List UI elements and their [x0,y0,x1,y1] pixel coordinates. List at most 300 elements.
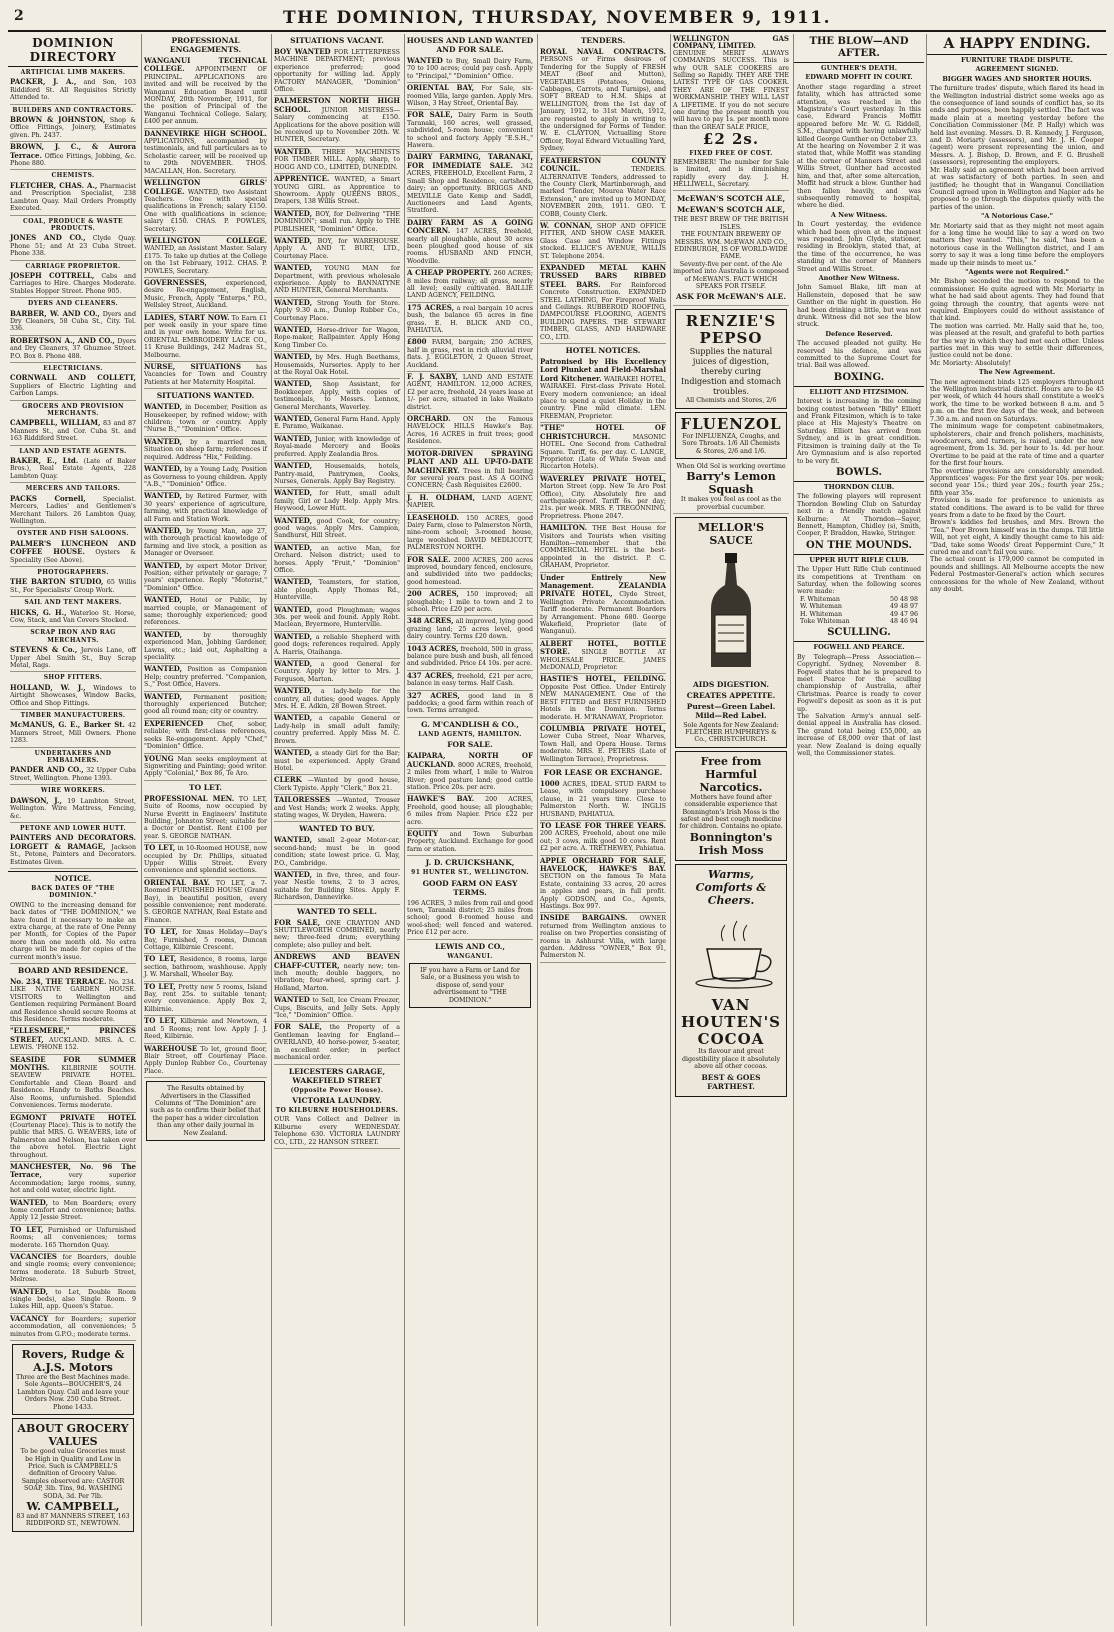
ad-lead: DANNEVIRKE HIGH SCHOOL. [144,128,267,138]
ad-body: to Buy, Small Dairy Farm, 70 to 100 acres; could pay cash. Apply to "Principal," "Dominion" Office. [407,58,533,80]
ad-lead: EXPANDED METAL KAHN TRUSSED BARS RIBBED STEEL BARS. [540,262,666,289]
ad-body: SHOP AND OFFICE FITTER, AND SHOW CASE MAKER. Glass Case and Window Fittings stocked. ELLICE'S AVENUE, WILLIS ST. Telephone 2054. [540,222,666,260]
ad-lead: PAINTERS AND DECORATORS. LORGETT & RAMAGE, [10,833,136,851]
notice-body: OWING to the increasing demand for back dates of "THE DOMINION," we have found it necessary to make an extra charge, at the rate of One Penny per Month, for Copies of the Paper more than one month old. No extra charge will be made for copies of the current month's issue. [10,901,136,964]
ad-lead: HOLLAND, W. J., [10,682,86,692]
hotel-ad [540,357,666,423]
lemon-squash-ad [673,462,789,514]
situation-vacant-ad [274,795,400,822]
ad-body: by Retired Farmer, with 30 years' experience of agriculture, farming, with practical knowledge of all Farm and Station Work. [144,493,267,523]
directory-category: UNDERTAKERS AND EMBALMERS. [34,749,112,765]
ad-body: Clyde Quay. Phone 51; and At 23 Cuba Street. Phone 338. [10,235,136,258]
ad-body: a capable General or Lady-help in small adult family; country preferred. Apply Miss M. C. Brown. [274,715,400,745]
ad-body: good Cook, for country; good wages. Apply Mrs. Campion, Sandhurst, Hill Street. [274,517,400,540]
property-ad [407,268,533,303]
ad-lead: YOUNG [144,753,174,763]
ad-body: in five, three, and four-year Nestle towns, 2 to 3 acres, suitable for Building Sites. Apply F. Richardson, Dannevirke. [274,871,400,902]
ad-body: Dairy Farm in South Taranaki, 160 acres, well grassed, subdivided, 5-room house; convenient to school and factory. Apply "E.S.H.," Hawera. [407,112,533,150]
directory-entry [10,796,136,823]
sauce-agents: Sole Agents for New Zealand: FLETCHER HUMPHREYS & Co., CHRISTCHURCH. [683,721,779,744]
directory-category: WIRE WORKERS. [40,787,106,795]
situation-vacant-ad [274,434,400,461]
kaipara-heading: FOR SALE. [447,740,493,750]
ad-body: and Town Suburban Property, Auckland. Exchange for good farm or station. [407,830,533,853]
directory-entry [10,645,136,672]
ad-body: No. 234. LIKE NATIVE GARDEN HOUSE. VISITORS to Wellington and Gentlemen requiring Permanent Board and Residence should secure Rooms at this Residence. Terms moderate. [10,979,136,1024]
article-subtitle-3: BIGGER WAGES AND SHORTER HOURS. [942,74,1092,83]
ad-body: LAND AND ESTATE AGENT, HAMILTON. 12,000 ACRES, £2 per acre, freehold, 24 years lease at 1/- per acre, situated in lake Waikato district. [407,374,533,411]
situation-vacant-ad [274,775,400,795]
ad-lead: 1000 [540,778,560,788]
column-display-ads [670,34,791,1626]
column-situations-vacant [271,34,402,1626]
professional-ad [144,178,267,236]
ad-body: 32 Upper Cuba Street, Wellington. Phone 1393. [10,767,136,782]
ad-lead: F. J. SAXBY, [407,372,458,382]
mccandlish-name: G. M'CANDLISH & CO., [421,719,519,729]
situation-vacant-ad [274,209,400,236]
professional-ad [144,129,267,178]
lease-ad [540,856,666,914]
ad-lead: HICKS, G. H., [10,607,67,617]
to-let-ads [142,794,269,1078]
situation-vacant-ad [274,488,400,515]
directory-entry [10,233,136,260]
mounds-subheading: UPPER HUTT RIFLE CLUB. [809,555,909,564]
directory-entry [10,539,136,567]
ad-lead: WAREHOUSE [144,1043,198,1053]
ad-lead: WANTED, [274,835,313,845]
ad-lead: WANTED [274,995,310,1005]
situation-vacant-ad [274,298,400,325]
cocoa-foot: BEST & GOES FARTHEST. [701,1072,761,1091]
ad-lead: ORIENTAL BAY, [407,83,475,93]
ad-body: 200 ACRES, Freehold, good house; all ploughable; 6 miles from Napier. Price £22 per acre. [407,796,533,826]
ad-body: SINGLE BOTTLE AT WHOLESALE PRICE. JAMES McDONALD, Proprietor. [540,649,666,672]
ad-body: in 10-Roomed HOUSE, now occupied by Dr. Phillips, situated Upper Willis Street. Every convenience and splendid sections. [144,845,267,875]
ad-lead: BROWN & JOHNSTON, [10,115,106,125]
ad-lead: LEASEHOLD. [407,512,459,522]
lemon-brand: Barry's Lemon Squash [686,470,776,497]
article-paragraph: Another stage regarding a street fatality, which has attracted some attention, was reached in the Magistrate's Court yesterday. In this case, Edward Francis Moffitt appeared before Mr. W. G. Riddell, S.M., charged with having unlawfully killed George Gunther on October 23. [797,83,921,143]
ad-lead: EQUITY [407,828,439,838]
ad-lead: PALMERSTON NORTH HIGH SCHOOL. [274,96,400,114]
ad-lead: TO LET, [144,981,176,991]
directory-entry [10,336,136,363]
ad-body: 19 Lambton Street, Wellington. Wire Mattress, Fencing, &c. [10,797,136,820]
board-ads [8,977,138,1341]
situation-vacant-ad [274,414,400,434]
hotel-notices-heading: HOTEL NOTICES. [565,346,641,356]
ad-lead: KAIPARA, NORTH OF AUCKLAND. [407,751,533,769]
directory-category: SCRAP IRON AND RAG MERCHANTS. [30,629,116,644]
bowls-subheading: THORNDON CLUB. [823,482,895,491]
ad-body: to Men Boarders; every home comfort and convenience; baths. Apply 12 Jessie Street. [10,1199,136,1222]
lease-ad [540,913,666,962]
ad-lead: GOVERNESSES, [144,277,207,287]
ad-lead: WANTED, [10,1286,49,1296]
mcewans-note: Seventy-five per cent. of the Ale imported into Australia is composed of McEWAN'S. FACT WHICH SPEAKS FOR ITSELF. [673,260,789,290]
mcewans-line-1: McEWAN'S SCOTCH ALE, [676,194,786,204]
to-let-ad [144,843,267,878]
ad-lead: TO LET, [144,843,176,853]
ad-body: MASONIC HOTEL. One Second from Cathedral Square. Tariff, 6s. per day. C. LANGE, Proprietor. (Late of White Swan and Riccarton Hotels). [540,433,666,471]
ad-lead: HAWKE'S BAY. [407,794,475,804]
ad-body: FOR LETTERPRESS MACHINE DEPARTMENT; previous experience preferred; good opportunity for willing lad. Apply FACTORY MANAGER, "Dominion" Office. [274,49,400,94]
shooter-name: Toke Whiteman [800,618,850,625]
ad-body: ACRES, IDEAL STUD FARM to Lease, with compulsory purchase clause, in 21 years time. Close to Palmerston North. W. INGLIS HUSBAND, PAHIATUA. [540,780,666,818]
ad-lead: WANTED, [274,433,313,443]
ad-lead: WANTED, [144,402,183,412]
situation-wanted-ad [144,664,267,691]
situation-wanted-ad [144,526,267,561]
article-paragraph: The furniture trades' dispute, which flared its head in the Wellington industrial district some weeks ago as the consequence of land sounds of conflict has, so its ends and purposes, been happily settled. The fact was made plain at a meeting yesterday before the Conciliation Commissioner (Mr. P. Hally) which was held last evening. Messrs. D. R. Kennedy, J. Ferguson, and D. Moriarty (assessors), and Mr. J. H. Cooper (agent) were present representing the union, and Messrs. A. J. Bishop, D. Brown, and F. G. Brushell (assessors), representing the employers. [930,85,1104,167]
situation-vacant-ad [274,577,400,604]
ad-lead: BAKER, E., Ltd. [10,456,79,466]
directory-heading: DOMINION DIRECTORY [8,36,138,67]
laundry-heading: VICTORIA LAUNDRY. [292,1095,382,1105]
ad-body: Residence, 8 rooms, large section, bathroom, washhouse. Apply J. W. Marshall, Wheeler Bay. [144,956,267,979]
mcewans-body: THE BEST BREW OF THE BRITISH ISLES. [673,216,789,231]
article-crosshead: "A Notorious Case." [980,212,1053,221]
ad-lead: TO LEASE FOR THREE YEARS. [540,820,666,830]
ad-lead: TO LET, [144,1016,177,1026]
lewis-name: LEWIS AND CO., [434,941,506,951]
ad-lead: TAILORESSES [274,795,331,805]
ad-body: Jervois Lane, off Upper Abel Smith St., Buy Scrap Metal, Rags. [10,647,136,669]
ad-body: 150 improved; all ploughable; 1 mile to town and 2 to school. Price £20 per acre. [407,591,533,613]
ad-body: 150 ACRES, good Dairy Farm, close to Palmerston North, nine-room school; 3-roomed house, large woolshed. DAVID MEDLICOTT, PALMERSTON NORTH. [407,514,533,552]
situation-wanted-ad [144,692,267,719]
mounds-paragraph: The Upper Hutt Rifle Club continued its competitions at Trentham on Saturday, when the following scores were made: [797,566,921,596]
board-heading: BOARD AND RESIDENCE. [17,966,129,975]
directory-category: OYSTER AND FISH SALOONS. [17,530,129,538]
grocery-heading: ABOUT GROCERY VALUES [17,1422,129,1449]
ad-lead: BOY WANTED [274,47,331,56]
article-crosshead: Defence Reserved. [825,329,893,338]
ad-lead: McMANUS, G. E., Barker St. [10,720,125,730]
ad-body: has Vacancies for Town and Country Patients at her Maternity Hospital. [144,364,267,386]
ad-lead: PACKS Cornell, [10,493,86,503]
property-ad [407,616,533,643]
to-let-ad [144,982,267,1017]
situation-wanted-ad [144,595,267,630]
score-row [800,596,918,603]
wanted-sell-ads [272,918,402,1065]
directory-entry [10,115,136,142]
ad-body: 260 ACRES; 8 miles from railway; all grass, nearly all level; easily cultivated. BAILLIE LAND AGENCY, FEILDING. [407,270,533,300]
property-ad [407,218,533,268]
mounds-heading: ON THE MOUNDS. [794,540,924,555]
situation-vacant-ad [274,174,400,209]
sculling-heading: SCULLING. [794,627,924,642]
ad-body: THREE MACHINISTS FOR TIMBER MILL. Apply, sharp, to HOGG AND CO., LIMITED, DUNEDIN. [274,148,400,171]
grocery-address: 83 and 87 MANNERS STREET, 163 RIDDIFORD ST., NEWTOWN. [16,1512,130,1528]
ad-body: good Ploughman; wages 30s. per week and found. Apply Robt. Maclean, Bryermore, Hunterville. [274,606,400,629]
property-ad [407,152,533,217]
directory-category: PETONE AND LOWER HUTT. [20,824,126,832]
narcotics-body: Mothers have found after considerable experience that Bonnington's Irish Moss is the safest and best cough medicine for children. Contains no opiate. [679,793,783,831]
column-professional [141,34,269,1626]
lewis-body: IF you have a Farm or Land for Sale, or a Business you wish to dispose of, send your advertisement to "THE DOMINION." [409,963,531,1008]
ad-lead: CAMPBELL, WILLIAM, [10,418,101,428]
ad-lead: 437 ACRES, [407,670,455,680]
ad-body: For Sale, six-roomed Villa, large garden. Apply Mrs. Wilson, 3 Hay Street, Oriental Bay. [407,85,533,108]
ad-body: (Courtenay Place). This is to notify the public that MRS. G. WEAVERS, late of Palmerston and Nelson, has taken over the above hotel. Electric Light throughout. [10,1121,136,1159]
newspaper-title: THE DOMINION, THURSDAY, NOVEMBER 9, 1911. [282,8,832,28]
scores-table [794,596,924,626]
sauce-bottle-icon [696,551,766,671]
hotel-ad [540,573,666,639]
ad-lead: ROYAL NAVAL CONTRACTS. [540,47,666,56]
ad-body: for Hutt, small adult family, Girl or Lady Help. Apply Mrs. Heywood, Lower Hutt. [274,490,400,513]
gas-company-body: GENUINE MERIT ALWAYS COMMANDS SUCCESS. This is why OUR SALE COOKERS are Selling so Rapidly. THEY ARE THE LATEST TYPE OF GAS COOKER. THEY ARE OF THE FINEST WORKMANSHIP. THEY WILL LAST A LIFETIME. If you do not secure one during the present month you will have to pay 1s. per month more than the GREAT SALE PRICE, [673,49,789,131]
article-paragraph: At the hearing on November 2 it was stated that, while Moffit was standing at the corner of Manners Street and Willis Street, Gunther had accosted him, and that, after some altercation, Moffit had struck a blow. Gunther had then fallen heavily, and was subsequently removed to hospital, where he died. [797,143,921,210]
article-crosshead: A New Witness. [830,210,888,219]
ad-lead: VACANCIES [10,1252,57,1261]
to-let-ad [144,1044,267,1079]
to-let-ad [144,927,267,954]
situation-vacant-ad [274,543,400,578]
ad-body: TO LET, a 7-Roomed FURNISHED HOUSE (Grand Bay), in beautiful position, every possible convenience; rent moderate. S. GEORGE NATHAN, Real Estate and Finance. [144,879,267,924]
property-ad [407,493,533,513]
article-paragraph: The accused pleaded not guilty. He reserved his defence, and was committed to the Supreme Court for trial. Bail was allowed. [797,340,921,370]
property-ad [407,83,533,110]
ad-body: Oysters & Speciality (See Above). [10,549,136,564]
ad-body: Specialist. Mercers, Ladies' and Gentlemen's Merchant Tailors. 26 Lambton Quay, Wellington. [10,495,136,525]
motors-ad [12,1344,134,1415]
wanted-buy-ad [274,835,400,870]
situation-wanted-ad [144,561,267,596]
situation-vacant-ad [274,659,400,686]
lemon-lead: When Old Sol is working overtime [676,463,786,470]
ad-lead: WANTED, [144,664,183,674]
ad-lead: WANTED, [274,263,313,273]
ad-lead: WANTED, [274,542,313,552]
score-row [800,618,918,625]
hotel-notices [538,357,668,766]
wanted-sell-ad [274,918,400,953]
boxing-paragraph: Interest is increasing in the coming boxing contest between "Billy" Elliott and Frank Fitzsimon, which is to take place at His Majesty's Theatre on Saturday. Elliott has arrived from Sydney, and is in great condition. Fitzsimon is training daily at the Te Aro Gymnasium and is also reported to be very fit. [797,398,921,465]
ad-lead: "THE" HOTEL OF CHRISTCHURCH. [540,423,666,441]
ad-body: SECTION on the famous Te Mata Estate, containing 33 acres, 20 acres in apples and pears, in full profit. Apply GODSON, and Co., Agents, Hastings. Box 997. [540,873,666,911]
ad-lead: PACKER, J. A., [10,77,77,87]
article-paragraph: The new agreement binds 125 employers throughout the Wellington industrial district. Hours are to be 45 per week, of which 44 hours shall constitute a week's work, the time to be worked between 8 a.m. and 5 p.m. on the first five days of the week, and between 7.30 a.m. and noon on Saturdays. [930,378,1104,423]
ad-lead: JONES AND CO., [10,233,86,243]
ad-body: FARM, bargain; 250 ACRES, half in grass, rest in rich alluvial river flats. J. EGGLETON, 2 Queen Street, Auckland. [407,339,533,369]
sauce-brand: MELLOR'S SAUCE [697,521,765,548]
directory-entry [10,77,136,104]
garage-name: LEICESTERS GARAGE, WAKEFIELD STREET [288,1066,386,1085]
ad-lead: WELLINGTON GIRLS' COLLEGE. [144,178,267,196]
to-let-ad [144,1016,267,1043]
ad-lead: WANTED, [274,325,313,334]
lemon-body: It makes you feel as cool as the proverbial cucumber. [680,496,782,511]
ad-body: —Wanted by good house, Clerk Typiste. Apply "Clerk," Box 21. [274,777,400,792]
directory-category: GROCERS AND PROVISION MERCHANTS. [22,402,124,418]
ad-lead: HASTIE'S HOTEL, FEILDING. [540,674,666,684]
ad-lead: FEATHERSTON COUNTY COUNCIL. [540,155,666,174]
wanted-buy-ad [274,870,400,905]
wanted-sell-heading: WANTED TO SELL. [296,906,378,916]
ad-body: Position as Companion Help; country preferred. "Companion, S.," Post Office, Havers. [144,666,267,689]
property-ad [407,372,533,414]
directory-entry [10,577,136,597]
ad-body: OWNER returned from Wellington anxious to realise on two Properties consisting of rooms in Ashhurst Villa, with large garden. Address "OWNER," Box 91, Palmerston N. [540,915,666,960]
directory-entry [10,456,136,483]
ad-lead: BARBER, W. AND CO., [10,308,100,318]
directory-entry [10,271,136,298]
ad-body: Waterloo St. Horse, Cow, Stack, and Van Covers Stocked. [10,609,136,624]
directory-category: TIMBER MANUFACTURERS. [20,712,126,720]
ad-body: WANTED, a Smart YOUNG GIRL as Apprentice to Showroom. Apply QUEENS BROS., Drapers, 138 Willis Street. [274,176,400,206]
ad-lead: WANTED, [274,297,313,307]
situations-wanted-ads [142,402,269,780]
ad-lead: WANTED, [274,379,313,389]
ad-lead: WANTED, [274,631,313,641]
narcotics-brand: Free from Harmful Narcotics. [699,754,763,794]
ad-lead: WANTED, [274,869,313,879]
professional-ad [144,56,267,129]
directory-category: ARTIFICIAL LIMB MAKERS. [20,69,126,76]
board-ad [10,1252,136,1287]
hotel-ad [540,423,666,473]
ad-body: Hotel or Public, by married couple, or Management of same; thoroughly experienced; good references. [144,597,267,627]
tender-ad [540,47,666,156]
pepso-brand: RENZIE'S PEPSO [685,312,777,348]
hotel-ad [540,474,666,523]
ad-body: Office Fittings, Jobbing, &c. Phone 880. [10,152,136,168]
gas-fixed: FIXED FREE OF COST. [689,150,773,158]
mcewans-line-2: McEWAN'S SCOTCH ALE, [676,205,786,215]
column-directory [8,34,138,1626]
ad-body: by expert Motor Driver, Position; either privately or garage; 7 years' experience. Reply "Motorist," "Dominion" Office. [144,562,267,592]
directory-category: PHOTOGRAPHERS. [37,568,109,576]
ad-body: 2000 ACRES, 200 acres improved, boundary fenced, enclosure, and subdivided into two paddocks; good homestead. [407,556,533,586]
directory-category: ELECTRICIANS. [43,365,103,372]
article-paragraph: Mr. Moriarty: Absolutely! [930,359,1012,367]
ad-lead: CORNWALL AND COLLETT, [10,373,136,383]
ad-body: freehold, 500 in grass, balance pure bush and bush, all fenced and subdivided. Price £4 10s. per acre. [407,645,533,668]
directory-category: SHOP FITTERS. [43,674,103,682]
ad-body: a real bargain 10 acres bush, the balance 65 acres in fine grass. E. H. BLICK AND CO., PAHIATUA. [407,304,533,334]
situation-vacant-ad [274,147,400,174]
situation-wanted-ad [144,437,267,464]
directory-category: LAND AND ESTATE AGENTS. [19,447,127,455]
ad-body: for Xmas Holiday—Day's Bay, Furnished, 5 rooms, Duncan Cottage, Kilbirnie Crescent. [144,929,267,952]
article-paragraph: Mr. Hally said an agreement which had been arrived at was satisfactory of both parties. In seen and justified; he thought that in Wanganui Conciliation Council agreed upon in Wellington and Napier ads he proposed to go through the disputes quietly with the parties of the union. [930,166,1104,211]
hotel-ad [540,523,666,572]
property-ad [407,794,533,829]
wanted-sell-ad [274,995,400,1022]
situation-vacant-ad [274,686,400,713]
situation-vacant-ad [274,461,400,488]
article-paragraph: The actual count is 179,000 cannot be computed in pounds and shillings. All Melbourne accepts the new Federal Postmaster-General's action which secures concessions for the whole of New Zealand, without any doubt. [930,556,1104,594]
grocery-ad [12,1418,134,1532]
ad-lead: FOR SALE, [274,917,321,927]
ad-lead: WANTED, [274,515,313,525]
sculling-subheading: FOGWELL AND PEARCE. [813,643,905,652]
article-crosshead: Another New Witness. [818,273,900,282]
ad-body: BOY, for Delivering "THE DOMINION"; small run. Apply to THE PUBLISHER, "Dominion" Office. [274,210,400,233]
ad-lead: FOR SALE, [274,1022,322,1032]
mcewans-ad [673,191,789,306]
board-ad [10,1055,136,1113]
ad-body: 65 Willis St., For Specialists' Group Work. [10,579,136,594]
shooter-score: 50 48 98 [889,595,918,603]
ad-body: by a Young Lady, Position as Governess to young children. Apply "A.B.," "Dominion" Office. [144,466,267,488]
lease-ads [538,779,668,963]
ad-lead: 1043 ACRES, [407,643,459,653]
boxing-subheading: ELLIOTT AND FITZSIMON. [809,387,909,396]
ad-body: APPOINTMENT OF PRINCIPAL. APPLICATIONS are invited and will be received by the Wanganui Education Board until MONDAY, 20th November, 1911, for the position of Principal of the Wanganui Technical College. Salary, £400 per annum. [144,66,267,126]
situation-vacant-ad [274,263,400,298]
bowls-paragraph: The following players will represent Thorndon Bowling Club on Saturday next in a friendly match against Kelburne: At Thorndon—Sayer, Bennett, Hampton, Chidley (s), Smith, Cooper, P. Braddon, Hawke, Stringer. [797,493,921,538]
article-paragraph: Mr. Bishop seconded the motion to respond to the commissioner. He quite agreed with Mr. Moriarty in what he had said about agents. They had found that going through the country, that agents were not required. Employers could do without assistance of that kind. [930,278,1104,323]
board-ad [10,1225,136,1252]
ad-body: AUCKLAND. MRS. A. C. LEWIS. 'PHONE 152. [10,1036,136,1052]
ad-body: JUNIOR MISTRESS—Salary commencing at £150. Applications for the above position will be received up to November 20th. W. HUNTER, Secretary. [274,106,400,144]
ad-body: all improved, lying good grazing land; 25 acres level, good dairy country. Terms £20 down. [407,618,533,641]
directory-entry [10,373,136,400]
pepso-ad [675,309,787,408]
ad-body: very superior Accommodation; large rooms, sunny, hot and cold water, electric light. [10,1172,136,1195]
motors-body: Three are the Best Machines made. Sole Agents—BOUCHER'S, 24 Lambton Quay. Call and leave your Orders Now. 250 Cuba Street. Phone 1433. [16,1374,130,1411]
lease-heading: FOR LEASE OR EXCHANGE. [543,767,663,777]
ad-lead: J. H. OLDHAM, [407,492,476,502]
ad-lead: FOR SALE, [407,110,453,120]
directory-entry [10,142,136,170]
ad-body: (Late of Baker Bros.), Real Estate Agents, 228 Lambton Quay. [10,458,136,480]
mellors-sauce-ad [675,517,787,748]
professional-ad [144,313,267,362]
directory-entry [10,181,136,216]
lewis-sub: WANGANUI. [447,952,493,960]
ad-body: LAND AGENT, NAPIER. [407,494,533,510]
property-ad [407,337,533,372]
ad-body: by Mrs. Hugh Beethams, Housemaids, Nurseries. Apply to her at the Royal Oak Hotel. [274,354,400,377]
ad-body: for Boarders, double and single rooms; every convenience; terms moderate. 18 Suburb Street, Melrose. [10,1254,136,1284]
ad-body: Trees in full bearing for several years past. AS A GOING CONCERN; Cash Requisites £2600. [407,467,533,490]
directory-category: DYERS AND CLEANERS. [28,300,118,308]
directory-entry [10,833,136,869]
ad-lead: STEVENS & Co., [10,645,78,655]
van-houtens-ad [675,864,787,1097]
shooter-score: 49 47 96 [889,610,918,618]
results-notice: The Results obtained by Advertisers in the Classified Columns of "The Dominion" are such as to confirm their belief that the paper has a wider circulation than any other daily journal in New Zealand. [146,1081,265,1141]
lease-ad [540,779,666,821]
ad-lead: MOTOR-DRIVEN SPRAYING PLANT AND ALL UP-TO-DATE MACHINERY. [407,448,533,475]
to-let-heading: TO LET. [189,782,222,792]
ad-body: small 2-gear Motor-car, second-hand; must be in good condition; state lowest price. G. May, P.O., Cambridge. [274,837,400,867]
score-row [800,603,918,610]
ad-lead: £800 [407,337,427,347]
ad-body: by thoroughly experienced Man, Jobbing Gardener, Lawns, etc.; laid out, Asphalting a speciality. [144,631,267,662]
to-let-ad [144,794,267,843]
situations-vacant-heading: SITUATIONS VACANT. [290,36,384,45]
ad-lead: ORCHARD. [407,414,451,424]
situation-wanted-ad [144,719,267,754]
article-paragraph: The motion was carried. Mr. Hally said that he, too, was pleased at the result, and grateful to both parties for the way in which they had met each other. Unless parties met in this way to settle their differences, justice could not be done. [930,322,1104,360]
ad-body: Clyde Street, Wellington Private Accommodation. Tariff moderate. Permanent Boarders by Arrangement. Phone 680. George Wakefield, Proprietor (late of Wanganui). [540,591,666,636]
ad-body: ON the Famous HAVELOCK HILLS Hawke's Bay. Acres, 16 ACRES in fruit trees; good Residence. [407,416,533,446]
ad-body: General Farm Hand. Apply E. Paramo, Waikanae. [274,416,400,431]
gas-company-lead: WELLINGTON GAS COMPANY, LIMITED. [673,34,789,51]
ad-lead: WANTED, [274,577,313,587]
board-ad [10,977,136,1026]
directory-entry [10,765,136,785]
ad-lead: WANTED, [144,691,183,701]
